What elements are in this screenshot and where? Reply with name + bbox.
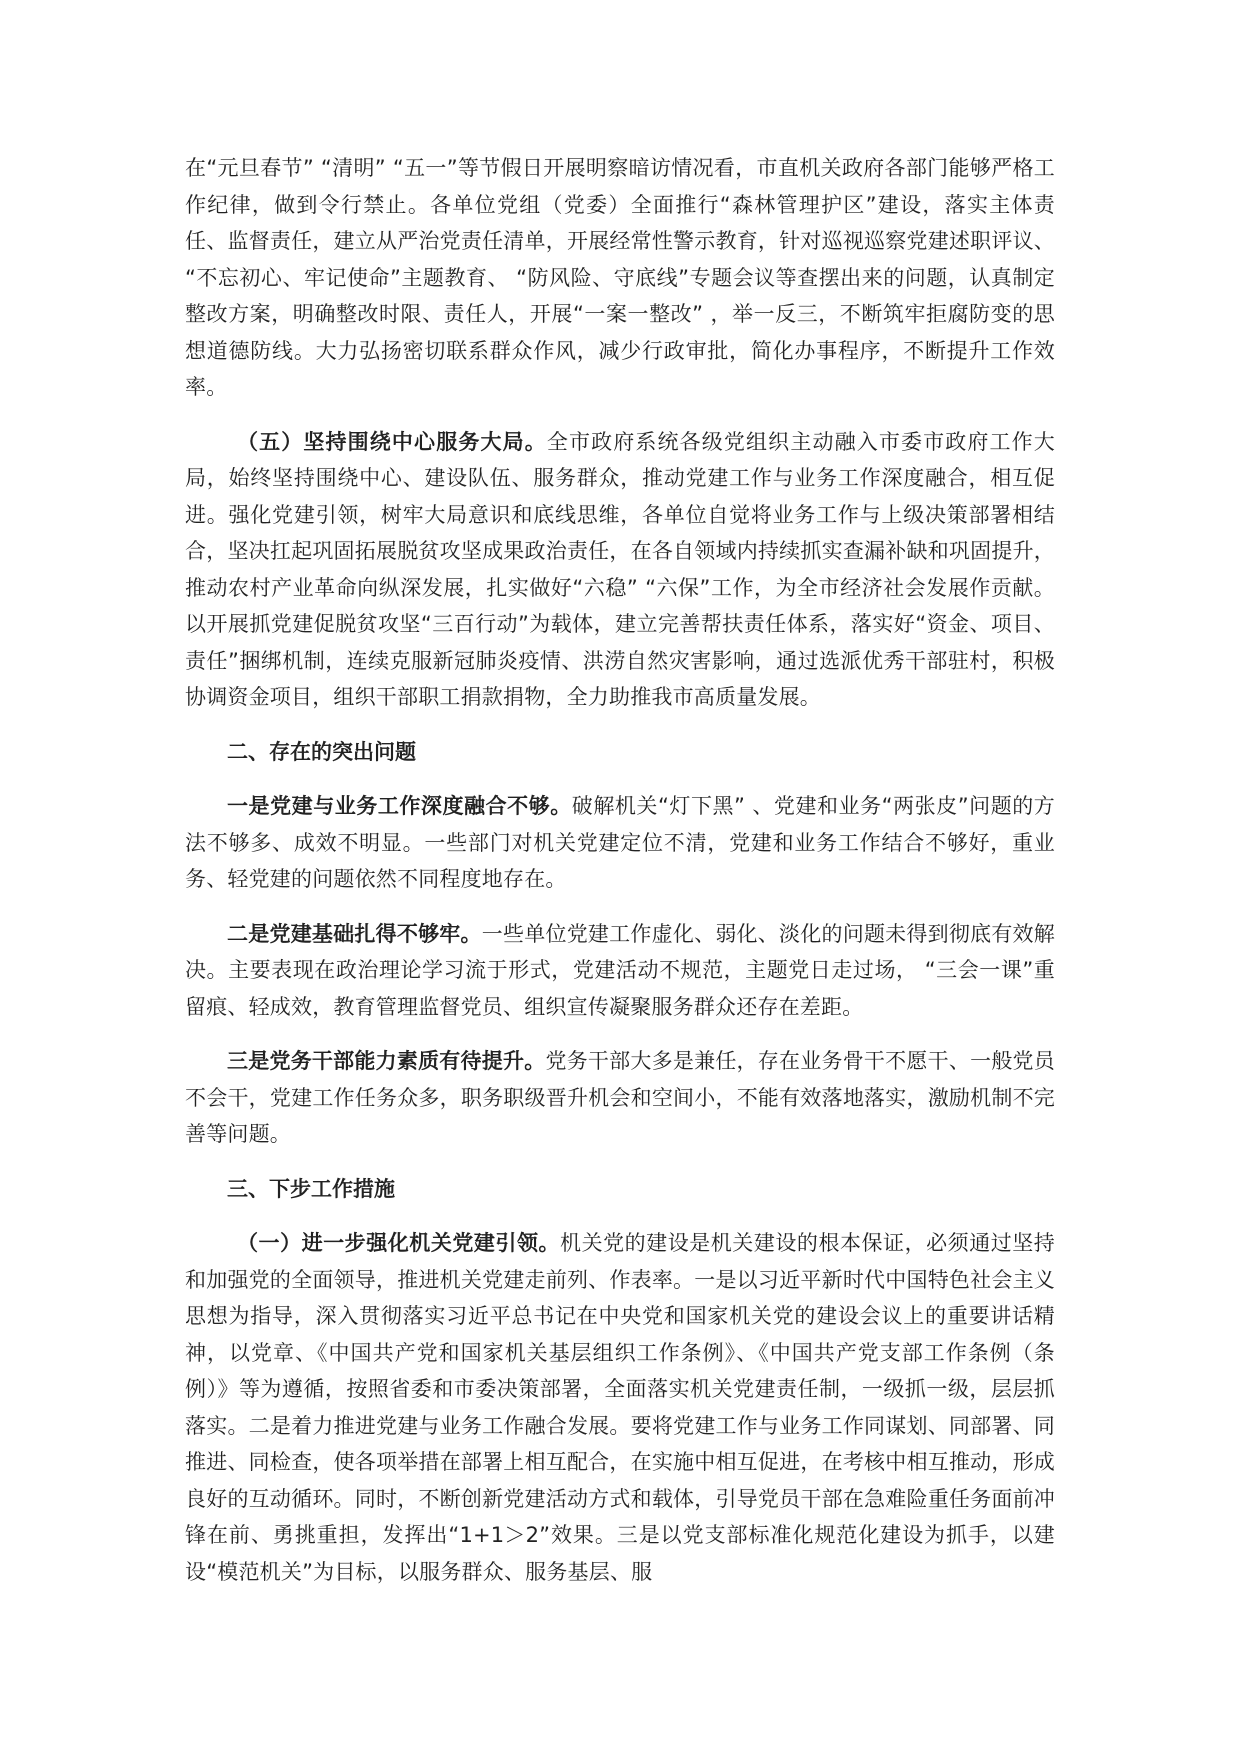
paragraph-body: 党务干部大多是兼任，存在业务骨干不愿干、一般党员不会干，党建工作任务众多，职务职级晋升机会和空间小，不能有效落地落实，激励机制不完善等问题。 (185, 1049, 1055, 1146)
section-heading-problems: 二、存在的突出问题 (227, 739, 416, 764)
paragraph-problem-one (185, 788, 1055, 898)
paragraph-body: 破解机关“灯下黑” 、党建和业务“两张皮”问题的方法不够多、成效不明显。一些部门对机关党建定位不清，党建和业务工作结合不够好，重业务、轻党建的问题依然不同程度地存在。 (185, 794, 1055, 891)
paragraph-measure-one (185, 1225, 1055, 1590)
section-heading-measures: 三、下步工作措施 (227, 1176, 395, 1201)
paragraph-body: 全市政府系统各级党组织主动融入市委市政府工作大局，始终坚持围绕中心、建设队伍、服务群众，推动党建工作与业务工作深度融合，相互促进。强化党建引领，树牢大局意识和底线思维，各单位自觉将业务工作与上级决策部署相结合，坚决扛起巩固拓展脱贫攻坚成果政治责任，在各自领域内持续抓实查漏补缺和巩固提升，推动农村产业革命向纵深发展，扎实做好“六稳” “六保”工作，为全市经济社会发展作贡献。以开展抓党建促脱贫攻坚“三百行动”为载体，建立完善帮扶责任体系，落实好“资金、项目、责任”捆绑机制，连续克服新冠肺炎疫情、洪涝自然灾害影响，通过选派优秀干部驻村，积极协调资金项目，组织干部职工捐款捐物，全力助推我市高质量发展。 (185, 429, 1055, 709)
paragraph-problem-two (185, 916, 1055, 1026)
paragraph-discipline: 在“元旦春节” “清明” “五一”等节假日开展明察暗访情况看，市直机关政府各部门能够严格工作纪律，做到令行禁止。各单位党组（党委）全面推行“森林管理护区”建设，落实主体责任、监督责任，建立从严治党责任清单，开展经常性警示教育，针对巡视巡察党建述职评议、 “不忘初心、牢记使命”主题教育、 “防风险、守底线”专题会议等查摆出来的问题，认真制定整改方案，明确整改时限、责任人，开展“一案一整改” ，举一反三，不断筑牢拒腐防变的思想道德防线。大力弘扬密切联系群众作风，减少行政审批，简化办事程序，不断提升工作效率。 (185, 156, 1055, 399)
paragraph-problem-three (185, 1043, 1055, 1153)
paragraph-lead: 一是党建与业务工作深度融合不够。 (227, 794, 572, 818)
paragraph-lead: 二是党建基础扎得不够牢。 (227, 921, 482, 946)
paragraph-lead: （一）进一步强化机关党建引领。 (237, 1231, 561, 1255)
paragraph-lead: （五）坚持围绕中心服务大局。 (237, 429, 547, 454)
paragraph-body: 机关党的建设是机关建设的根本保证，必须通过坚持和加强党的全面领导，推进机关党建走前列、作表率。一是以习近平新时代中国特色社会主义思想为指导，深入贯彻落实习近平总书记在中央党和国家机关党的建设会议上的重要讲话精神，以党章、《中国共产党和国家机关基层组织工作条例》、《中国共产党支部工作条例（条例）》等为遵循，按照省委和市委决策部署，全面落实机关党建责任制，一级抓一级，层层抓落实。二是着力推进党建与业务工作融合发展。要将党建工作与业务工作同谋划、同部署、同推进、同检查，使各项举措在部署上相互配合，在实施中相互促进，在考核中相互推动，形成良好的互动循环。同时，不断创新党建活动方式和载体，引导党员干部在急难险重任务面前冲锋在前、勇挑重担，发挥出“1+1＞2”效果。三是以党支部标准化规范化建设为抓手，以建设“模范机关”为目标，以服务群众、服务基层、服 (185, 1231, 1055, 1584)
paragraph-serve-center (185, 424, 1055, 716)
paragraph-body: 一些单位党建工作虚化、弱化、淡化的问题未得到彻底有效解决。主要表现在政治理论学习流于形式，党建活动不规范，主题党日走过场， “三会一课”重留痕、轻成效，教育管理监督党员、组织宣传凝聚服务群众还存在差距。 (185, 921, 1055, 1019)
paragraph-lead: 三是党务干部能力素质有待提升。 (227, 1049, 546, 1073)
